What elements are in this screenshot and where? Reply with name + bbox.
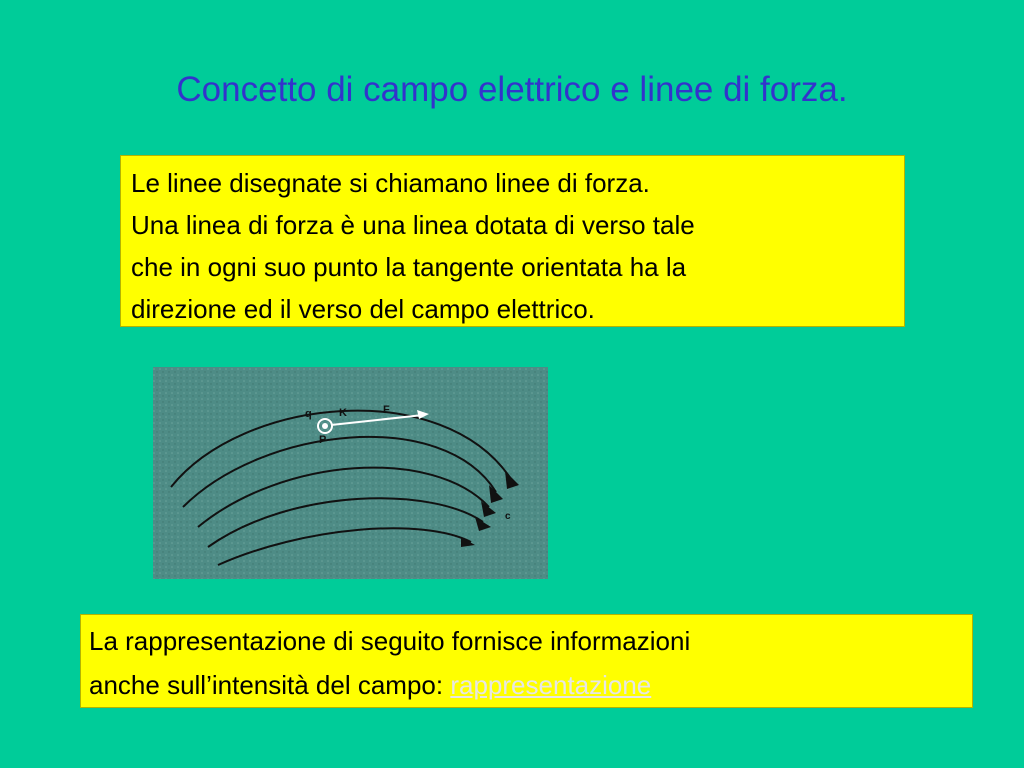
slide-title: Concetto di campo elettrico e linee di forza. [176, 70, 848, 109]
label-c: c [505, 511, 511, 522]
label-k: K [339, 407, 347, 419]
figure-background [153, 367, 548, 579]
label-q: q [305, 408, 312, 420]
intensity-line-2-text: anche sull’intensità del campo: [89, 670, 451, 700]
label-p: P [319, 434, 327, 446]
definition-line-1: Le linee disegnate si chiamano linee di forza. [131, 168, 650, 198]
definition-textbox [120, 155, 905, 327]
rappresentazione-link[interactable]: rappresentazione [450, 670, 652, 700]
definition-line-4: direzione ed il verso del campo elettrico. [131, 294, 595, 324]
charge-point-core [322, 423, 328, 429]
intensity-line-2 [89, 663, 964, 707]
definition-line-2: Una linea di forza è una linea dotata di verso tale [131, 210, 695, 240]
definition-line-3: che in ogni suo punto la tangente orientata ha la [131, 252, 687, 282]
intensity-textbox [80, 614, 973, 708]
field-lines-figure [153, 367, 548, 579]
label-f: F [383, 404, 390, 416]
intensity-line-1: La rappresentazione di seguito fornisce informazioni [89, 626, 691, 656]
field-lines-drawing [153, 367, 548, 579]
